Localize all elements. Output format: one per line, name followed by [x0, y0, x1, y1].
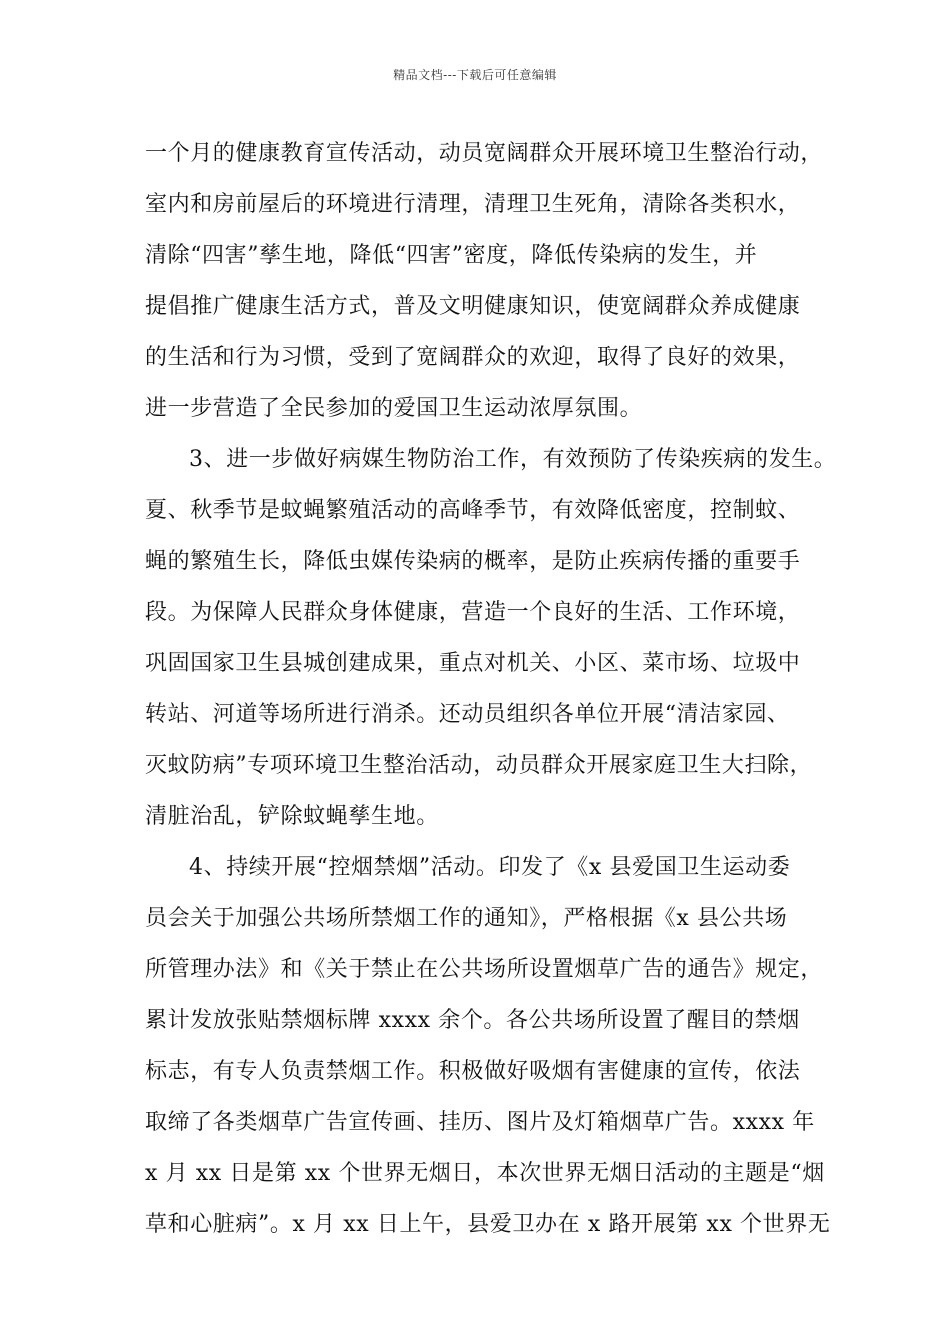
paragraph-1 [145, 128, 835, 434]
text-line: 室内和房前屋后的环境进行清理，清理卫生死角，清除各类积水， [145, 192, 801, 217]
document-body [145, 128, 835, 1250]
paragraph-3 [145, 842, 835, 1250]
text-line: 提倡推广健康生活方式，普及文明健康知识，使宽阔群众养成健康 [145, 294, 801, 319]
page-header: 精品文档---下载后可任意编辑 [393, 68, 557, 82]
text-line: 段。为保障人民群众身体健康，营造一个良好的生活、工作环境， [145, 600, 801, 625]
text-line: 取缔了各类烟草广告宣传画、挂历、图片及灯箱烟草广告。xxxx 年 [145, 1110, 815, 1135]
text-line: 蝇的繁殖生长，降低虫媒传染病的概率，是防止疾病传播的重要手 [145, 549, 801, 574]
text-line: 所管理办法》和《关于禁止在公共场所设置烟草广告的通告》规定， [145, 957, 824, 982]
text-line: 员会关于加强公共场所禁烟工作的通知》，严格根据《x 县公共场 [145, 906, 788, 931]
text-line: 巩固国家卫生县城创建成果，重点对机关、小区、菜市场、垃圾中 [145, 651, 801, 676]
paragraph-2 [145, 434, 835, 842]
text-line: 清除“四害”孳生地，降低“四害”密度，降低传染病的发生，并 [145, 243, 758, 268]
text-line: 清脏治乱，铲除蚊蝇孳生地。 [145, 804, 439, 829]
text-line: 灭蚊防病”专项环境卫生整治活动，动员群众开展家庭卫生大扫除， [145, 753, 813, 778]
text-line: 标志，有专人负责禁烟工作。积极做好吸烟有害健康的宣传，依法 [145, 1059, 801, 1084]
text-line: 累计发放张贴禁烟标牌 xxxx 余个。各公共场所设置了醒目的禁烟 [145, 1008, 800, 1033]
text-line: 一个月的健康教育宣传活动，动员宽阔群众开展环境卫生整治行动， [145, 141, 824, 166]
text-line: 4、持续开展“控烟禁烟”活动。印发了《x 县爱国卫生运动委 [189, 855, 791, 880]
text-line: 转站、河道等场所进行消杀。还动员组织各单位开展“清洁家园、 [145, 702, 790, 727]
text-line: 草和心脏病”。x 月 xx 日上午，县爱卫办在 x 路开展第 xx 个世界无 [145, 1212, 831, 1237]
text-line: 3、进一步做好病媒生物防治工作，有效预防了传染疾病的发生。 [189, 447, 837, 472]
text-line: 的生活和行为习惯，受到了宽阔群众的欢迎，取得了良好的效果， [145, 345, 801, 370]
text-line: 夏、秋季节是蚊蝇繁殖活动的高峰季节，有效降低密度，控制蚊、 [145, 498, 801, 523]
text-line: x 月 xx 日是第 xx 个世界无烟日，本次世界无烟日活动的主题是“烟 [145, 1161, 825, 1186]
text-line: 进一步营造了全民参加的爱国卫生运动浓厚氛围。 [145, 396, 643, 421]
